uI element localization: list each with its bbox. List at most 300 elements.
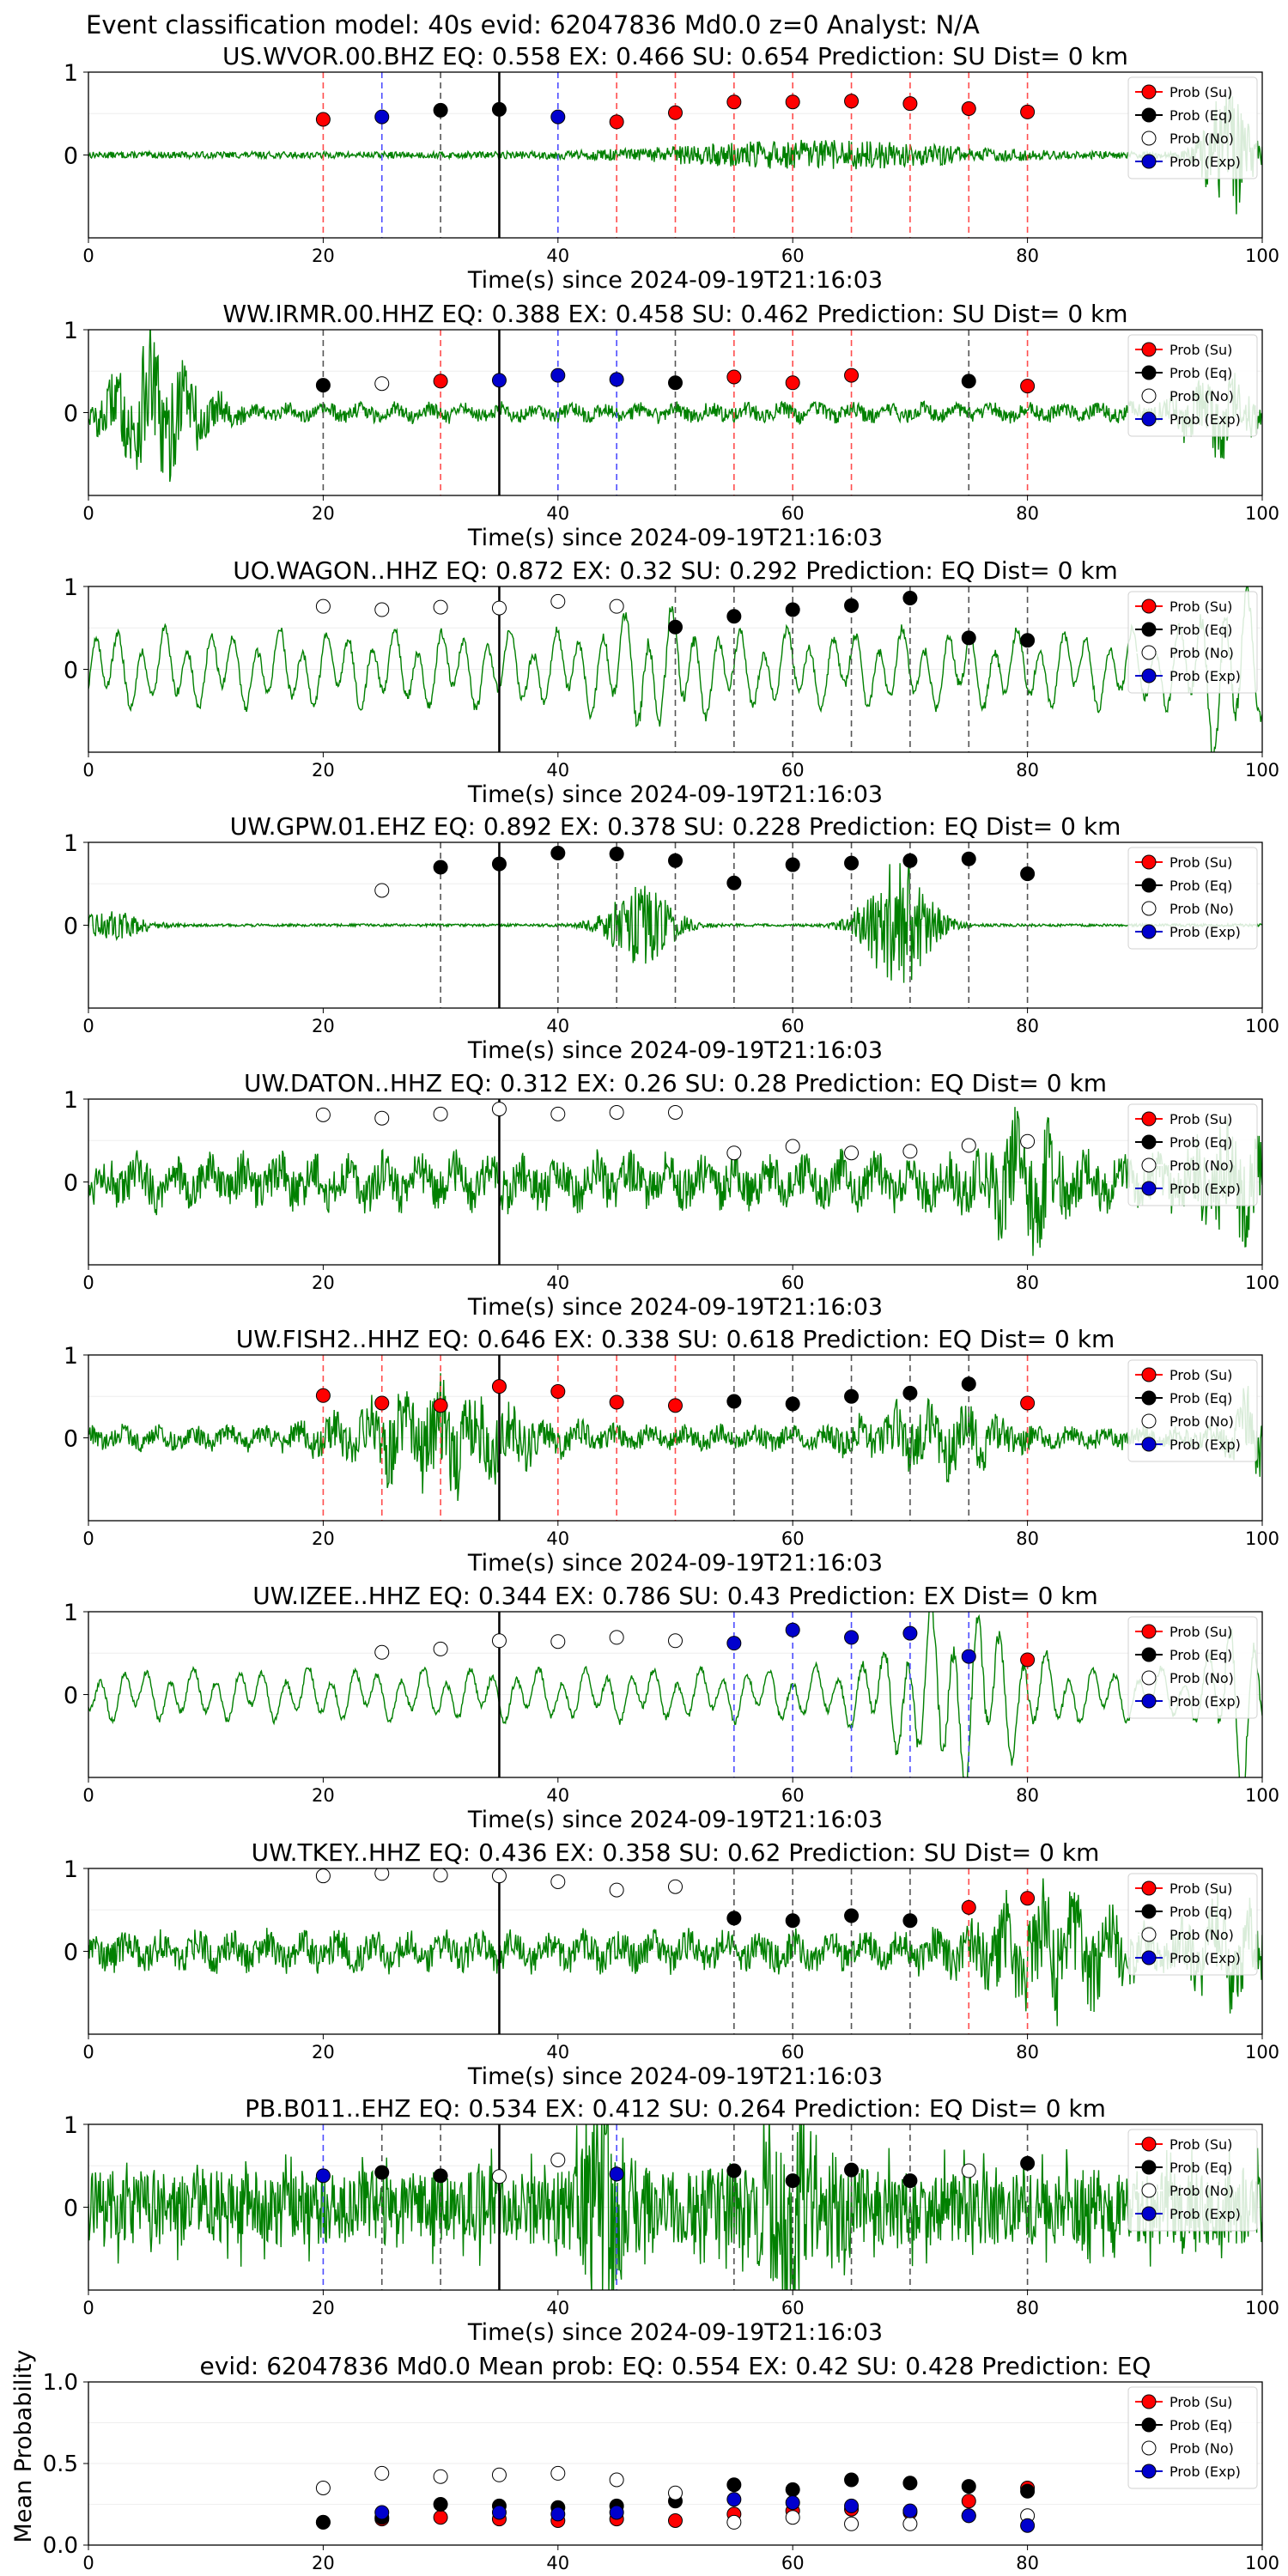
- prob-point-eq: [903, 1386, 917, 1400]
- legend-label: Prob (Exp): [1170, 1950, 1241, 1966]
- x-tick-label: 100: [1244, 2553, 1280, 2573]
- x-tick-label: 80: [1016, 2298, 1039, 2318]
- legend-label: Prob (No): [1170, 131, 1234, 147]
- prob-point-eq: [1021, 634, 1035, 647]
- legend-label: Prob (No): [1170, 645, 1234, 661]
- mean-point-no: [727, 2515, 741, 2529]
- prob-point-eq: [786, 2174, 799, 2188]
- prob-point-su: [727, 370, 741, 384]
- x-tick-label: 0: [82, 1016, 94, 1036]
- x-tick-label: 100: [1244, 760, 1280, 781]
- x-tick-label: 80: [1016, 1273, 1039, 1293]
- prob-point-no: [669, 1634, 683, 1648]
- legend-marker-no: [1142, 1414, 1156, 1428]
- plot-area: [88, 1601, 1262, 1782]
- prob-point-no: [962, 1139, 975, 1152]
- prob-point-su: [551, 1384, 565, 1398]
- legend-marker-no: [1142, 2184, 1156, 2197]
- y-tick-label: 0: [63, 657, 78, 684]
- x-tick-label: 0: [82, 2553, 94, 2573]
- prob-point-no: [375, 603, 389, 617]
- prob-point-no: [610, 1883, 623, 1897]
- y-tick-label: 0: [63, 400, 78, 428]
- legend-label: Prob (Exp): [1170, 154, 1241, 170]
- panel-5: [64, 1069, 1279, 1321]
- mean-point-exp: [551, 2507, 565, 2521]
- legend-marker-su: [1142, 1112, 1156, 1126]
- legend-marker-no: [1142, 1671, 1156, 1685]
- prob-point-su: [845, 94, 859, 108]
- prob-point-no: [434, 600, 447, 614]
- prob-point-no: [375, 1111, 389, 1125]
- y-tick-label: 1: [63, 1087, 78, 1114]
- y-tick-label: 0: [63, 1425, 78, 1453]
- prob-point-no: [434, 1107, 447, 1121]
- legend-label: Prob (Exp): [1170, 2464, 1241, 2480]
- seismic-trace: [88, 2112, 1262, 2294]
- legend-marker-su: [1142, 85, 1156, 99]
- prob-point-eq: [903, 592, 917, 605]
- prob-point-no: [551, 2153, 565, 2166]
- x-tick-label: 100: [1244, 503, 1280, 524]
- legend-marker-eq: [1142, 878, 1156, 892]
- legend-label: Prob (Eq): [1170, 878, 1233, 894]
- y-tick-label: 1.0: [42, 2370, 78, 2396]
- x-tick-label: 20: [312, 246, 335, 266]
- prob-point-su: [1021, 105, 1035, 118]
- x-tick-label: 80: [1016, 503, 1039, 524]
- x-tick-label: 20: [312, 760, 335, 781]
- x-axis-label: Time(s) since 2024-09-19T21:16:03: [467, 1550, 884, 1577]
- legend: [1128, 848, 1257, 949]
- panel-title: PB.B011..EHZ EQ: 0.534 EX: 0.412 SU: 0.264 Prediction: EQ Dist= 0 km: [245, 2094, 1106, 2123]
- legend-marker-eq: [1142, 2418, 1156, 2432]
- legend-label: Prob (Exp): [1170, 924, 1241, 940]
- prob-point-eq: [786, 1397, 799, 1411]
- prob-point-eq: [551, 847, 565, 860]
- prob-point-su: [903, 97, 917, 111]
- legend-label: Prob (No): [1170, 2183, 1234, 2199]
- prob-point-eq: [962, 374, 975, 388]
- panel-6: [64, 1325, 1279, 1577]
- legend: [1128, 1874, 1257, 1975]
- mean-point-su: [962, 2494, 975, 2508]
- legend-marker-exp: [1142, 925, 1156, 939]
- x-tick-label: 80: [1016, 2553, 1039, 2573]
- prob-point-eq: [434, 860, 447, 874]
- x-tick-label: 0: [82, 246, 94, 266]
- prob-point-no: [551, 594, 565, 608]
- prob-point-eq: [962, 1377, 975, 1391]
- panel-title: UW.GPW.01.EHZ EQ: 0.892 EX: 0.378 SU: 0.228 Prediction: EQ Dist= 0 km: [229, 812, 1121, 841]
- prob-point-no: [727, 1146, 741, 1160]
- x-tick-label: 40: [546, 1785, 570, 1806]
- x-tick-label: 100: [1244, 1528, 1280, 1549]
- mean-point-no: [551, 2466, 565, 2480]
- legend-marker-no: [1142, 131, 1156, 145]
- y-tick-label: 1: [63, 1600, 78, 1626]
- prob-point-no: [492, 1103, 506, 1116]
- prob-point-eq: [1021, 2156, 1035, 2170]
- x-tick-label: 80: [1016, 2042, 1039, 2063]
- legend-label: Prob (Su): [1170, 1367, 1233, 1383]
- y-tick-label: 0: [63, 143, 78, 170]
- prob-point-eq: [786, 1914, 799, 1928]
- mean-point-su: [434, 2511, 447, 2524]
- panel-4: [64, 812, 1279, 1064]
- mean-point-eq: [962, 2480, 975, 2494]
- prob-point-exp: [962, 1649, 975, 1663]
- prob-point-exp: [551, 368, 565, 382]
- x-tick-label: 20: [312, 2298, 335, 2318]
- legend-label: Prob (Su): [1170, 1880, 1233, 1897]
- x-tick-label: 40: [546, 2042, 570, 2063]
- prob-point-eq: [962, 631, 975, 645]
- y-tick-label: 1: [63, 60, 78, 87]
- legend-marker-eq: [1142, 2160, 1156, 2174]
- prob-point-eq: [727, 876, 741, 890]
- x-tick-label: 20: [312, 1528, 335, 1549]
- mean-point-exp: [903, 2504, 917, 2518]
- prob-point-no: [316, 599, 330, 613]
- prob-point-no: [845, 1146, 859, 1160]
- prob-point-su: [434, 374, 447, 388]
- legend-marker-eq: [1142, 1391, 1156, 1405]
- x-tick-label: 60: [781, 1528, 805, 1549]
- prob-point-no: [316, 1108, 330, 1121]
- y-tick-label: 1: [63, 1343, 78, 1370]
- plot-area: [88, 1867, 1262, 2034]
- mean-point-exp: [727, 2493, 741, 2506]
- y-tick-label: 0: [63, 1939, 78, 1966]
- x-axis-label: Time(s) since 2024-09-19T21:16:03: [467, 525, 884, 551]
- mean-point-eq: [903, 2476, 917, 2490]
- prob-point-su: [669, 106, 683, 119]
- prob-point-su: [610, 1395, 623, 1409]
- prob-point-exp: [375, 110, 389, 124]
- prob-point-su: [1021, 1892, 1035, 1905]
- prob-point-su: [492, 1380, 506, 1394]
- legend-label: Prob (No): [1170, 1413, 1234, 1430]
- seismic-trace: [88, 1107, 1262, 1256]
- legend: [1128, 2387, 1257, 2488]
- mean-point-no: [786, 2511, 799, 2524]
- x-tick-label: 0: [82, 2042, 94, 2063]
- x-tick-label: 80: [1016, 760, 1039, 781]
- x-tick-label: 0: [82, 503, 94, 524]
- legend: [1128, 1360, 1257, 1461]
- prob-point-eq: [669, 376, 683, 390]
- legend-marker-su: [1142, 1881, 1156, 1895]
- prob-point-exp: [845, 1631, 859, 1644]
- x-axis-label: Time(s) since 2024-09-19T21:16:03: [467, 1807, 884, 1833]
- x-tick-label: 100: [1244, 1785, 1280, 1806]
- legend-label: Prob (No): [1170, 1670, 1234, 1686]
- x-tick-label: 100: [1244, 1273, 1280, 1293]
- x-tick-label: 60: [781, 2042, 805, 2063]
- legend-label: Prob (No): [1170, 901, 1234, 917]
- plot-area: [88, 324, 1262, 495]
- x-tick-label: 20: [312, 1273, 335, 1293]
- legend-label: Prob (Eq): [1170, 1134, 1233, 1151]
- x-tick-label: 80: [1016, 246, 1039, 266]
- panel-title: UO.WAGON..HHZ EQ: 0.872 EX: 0.32 SU: 0.292 Prediction: EQ Dist= 0 km: [233, 556, 1118, 585]
- prob-point-no: [492, 2170, 506, 2184]
- prob-point-no: [492, 1869, 506, 1883]
- prob-point-no: [669, 1105, 683, 1119]
- seismic-trace: [88, 863, 1262, 982]
- x-axis-label: Time(s) since 2024-09-19T21:16:03: [467, 1037, 884, 1064]
- plot-area: [88, 2112, 1262, 2294]
- panel-3: [64, 556, 1279, 808]
- prob-point-exp: [727, 1637, 741, 1650]
- prob-point-no: [434, 1868, 447, 1882]
- x-tick-label: 0: [82, 1528, 94, 1549]
- x-tick-label: 40: [546, 1273, 570, 1293]
- x-tick-label: 0: [82, 2298, 94, 2318]
- prob-point-eq: [727, 2164, 741, 2178]
- legend-label: Prob (Exp): [1170, 411, 1241, 428]
- legend-label: Prob (Su): [1170, 342, 1233, 358]
- y-tick-label: 1: [63, 574, 78, 601]
- x-tick-label: 100: [1244, 2042, 1280, 2063]
- legend-marker-eq: [1142, 1905, 1156, 1918]
- plot-area: [88, 2423, 1262, 2533]
- legend-marker-su: [1142, 2137, 1156, 2151]
- legend-marker-no: [1142, 2441, 1156, 2455]
- x-tick-label: 20: [312, 2042, 335, 2063]
- y-tick-label: 0: [63, 1682, 78, 1710]
- x-tick-label: 40: [546, 1528, 570, 1549]
- panel-title: UW.DATON..HHZ EQ: 0.312 EX: 0.26 SU: 0.28 Prediction: EQ Dist= 0 km: [244, 1069, 1107, 1097]
- figure-title: Event classification model: 40s evid: 62047836 Md0.0 z=0 Analyst: N/A: [86, 10, 980, 39]
- prob-point-su: [962, 1900, 975, 1914]
- x-tick-label: 100: [1244, 1016, 1280, 1036]
- x-axis-label: Time(s) since 2024-09-19T21:16:03: [467, 2319, 884, 2346]
- prob-point-su: [786, 376, 799, 390]
- x-tick-label: 40: [546, 1016, 570, 1036]
- legend-label: Prob (Eq): [1170, 1647, 1233, 1663]
- legend-marker-no: [1142, 1928, 1156, 1941]
- x-tick-label: 40: [546, 760, 570, 781]
- panel-title: US.WVOR.00.BHZ EQ: 0.558 EX: 0.466 SU: 0.654 Prediction: SU Dist= 0 km: [222, 42, 1128, 70]
- legend-marker-exp: [1142, 1694, 1156, 1708]
- panel-1: [64, 42, 1279, 294]
- x-tick-label: 60: [781, 246, 805, 266]
- prob-point-su: [316, 1388, 330, 1402]
- legend-marker-su: [1142, 855, 1156, 869]
- prob-point-eq: [492, 857, 506, 871]
- y-tick-label: 1: [63, 830, 78, 857]
- prob-point-eq: [669, 854, 683, 867]
- mean-point-eq: [786, 2482, 799, 2496]
- x-tick-label: 20: [312, 2553, 335, 2573]
- legend-label: Prob (Exp): [1170, 1181, 1241, 1197]
- legend-marker-no: [1142, 902, 1156, 915]
- mean-point-exp: [1021, 2518, 1035, 2532]
- prob-point-eq: [434, 103, 447, 117]
- x-tick-label: 80: [1016, 1528, 1039, 1549]
- legend-marker-su: [1142, 599, 1156, 613]
- prob-point-su: [375, 1396, 389, 1410]
- prob-point-su: [1021, 1396, 1035, 1410]
- legend-marker-no: [1142, 389, 1156, 403]
- x-tick-label: 60: [781, 2553, 805, 2573]
- legend-label: Prob (Su): [1170, 1111, 1233, 1127]
- legend-label: Prob (Su): [1170, 84, 1233, 100]
- legend-label: Prob (Eq): [1170, 365, 1233, 381]
- prob-point-eq: [903, 854, 917, 867]
- prob-point-eq: [903, 2174, 917, 2188]
- prob-point-su: [669, 1399, 683, 1413]
- prob-point-no: [962, 2164, 975, 2178]
- legend-label: Prob (Eq): [1170, 2160, 1233, 2176]
- x-axis-label: Time(s) since 2024-09-19T21:16:03: [467, 2063, 884, 2090]
- x-tick-label: 60: [781, 1016, 805, 1036]
- prob-point-no: [375, 377, 389, 391]
- prob-point-eq: [727, 1394, 741, 1408]
- prob-point-su: [1021, 380, 1035, 393]
- plot-area: [88, 72, 1262, 238]
- mean-point-no: [316, 2482, 330, 2495]
- legend-label: Prob (Eq): [1170, 1904, 1233, 1920]
- prob-point-no: [610, 1105, 623, 1119]
- prob-point-no: [610, 599, 623, 613]
- prob-point-exp: [316, 2169, 330, 2183]
- prob-point-eq: [845, 856, 859, 870]
- panel-7: [64, 1582, 1279, 1833]
- prob-point-su: [434, 1399, 447, 1413]
- legend-label: Prob (Su): [1170, 2394, 1233, 2410]
- y-tick-label: 0.0: [42, 2533, 78, 2559]
- mean-point-su: [669, 2514, 683, 2528]
- legend-marker-exp: [1142, 412, 1156, 426]
- legend: [1128, 1104, 1257, 1206]
- panel-title: UW.IZEE..HHZ EQ: 0.344 EX: 0.786 SU: 0.43 Prediction: EX Dist= 0 km: [252, 1582, 1098, 1610]
- prob-point-su: [727, 95, 741, 109]
- mean-point-no: [610, 2473, 623, 2487]
- x-tick-label: 20: [312, 503, 335, 524]
- y-tick-label: 0: [63, 1170, 78, 1197]
- legend-marker-eq: [1142, 366, 1156, 380]
- prob-point-no: [375, 1645, 389, 1659]
- prob-point-eq: [669, 620, 683, 634]
- x-axis-label: Time(s) since 2024-09-19T21:16:03: [467, 781, 884, 808]
- prob-point-eq: [845, 598, 859, 612]
- mean-point-exp: [845, 2499, 859, 2512]
- legend-label: Prob (Eq): [1170, 107, 1233, 124]
- x-tick-label: 80: [1016, 1785, 1039, 1806]
- prob-point-exp: [786, 1623, 799, 1637]
- legend-marker-no: [1142, 1158, 1156, 1172]
- y-tick-label: 1: [63, 2112, 78, 2139]
- legend-label: Prob (Su): [1170, 1624, 1233, 1640]
- mean-point-exp: [962, 2509, 975, 2523]
- x-tick-label: 60: [781, 503, 805, 524]
- legend-marker-eq: [1142, 1648, 1156, 1662]
- prob-point-exp: [492, 374, 506, 387]
- legend-label: Prob (Exp): [1170, 2206, 1241, 2222]
- legend: [1128, 77, 1257, 179]
- legend-label: Prob (Su): [1170, 2136, 1233, 2153]
- y-tick-label: 1: [63, 1856, 78, 1883]
- legend-marker-eq: [1142, 1135, 1156, 1149]
- prob-point-no: [786, 1139, 799, 1153]
- mean-point-exp: [786, 2496, 799, 2510]
- prob-point-no: [492, 601, 506, 615]
- prob-point-eq: [903, 1914, 917, 1928]
- prob-point-eq: [845, 1389, 859, 1403]
- mean-point-eq: [727, 2478, 741, 2492]
- legend-marker-su: [1142, 1368, 1156, 1382]
- prob-point-su: [786, 95, 799, 109]
- prob-point-no: [492, 1634, 506, 1648]
- plot-area: [88, 584, 1262, 756]
- prob-point-no: [375, 884, 389, 897]
- panel-2: [64, 300, 1279, 551]
- x-tick-label: 20: [312, 1785, 335, 1806]
- mean-point-eq: [316, 2515, 330, 2529]
- legend-label: Prob (No): [1170, 1927, 1234, 1943]
- mean-point-exp: [492, 2506, 506, 2519]
- legend-label: Prob (No): [1170, 388, 1234, 404]
- prob-point-exp: [610, 2167, 623, 2181]
- seismic-trace: [88, 1601, 1262, 1782]
- prob-point-exp: [551, 110, 565, 124]
- prob-point-eq: [786, 603, 799, 617]
- x-axis-label: Time(s) since 2024-09-19T21:16:03: [467, 1294, 884, 1321]
- seismic-trace: [88, 1879, 1262, 2026]
- legend-marker-su: [1142, 2395, 1156, 2409]
- prob-point-no: [903, 1145, 917, 1158]
- x-tick-label: 0: [82, 1785, 94, 1806]
- prob-point-no: [1021, 1134, 1035, 1148]
- y-tick-label: 1: [63, 318, 78, 344]
- panel-title: UW.TKEY..HHZ EQ: 0.436 EX: 0.358 SU: 0.62 Prediction: SU Dist= 0 km: [251, 1838, 1100, 1867]
- prob-point-su: [316, 112, 330, 126]
- legend-marker-exp: [1142, 1437, 1156, 1451]
- prob-point-eq: [845, 1909, 859, 1923]
- x-tick-label: 20: [312, 1016, 335, 1036]
- legend-label: Prob (Eq): [1170, 1390, 1233, 1406]
- prob-point-no: [669, 1880, 683, 1893]
- y-tick-label: 0.5: [42, 2451, 78, 2477]
- mean-point-no: [375, 2466, 389, 2480]
- prob-point-no: [551, 1874, 565, 1888]
- legend-label: Prob (Eq): [1170, 2417, 1233, 2433]
- prob-point-su: [610, 115, 623, 129]
- prob-point-eq: [610, 848, 623, 861]
- x-axis-label: Time(s) since 2024-09-19T21:16:03: [467, 267, 884, 294]
- legend-label: Prob (No): [1170, 1157, 1234, 1174]
- mean-point-eq: [1021, 2484, 1035, 2498]
- legend-marker-su: [1142, 1625, 1156, 1638]
- x-tick-label: 60: [781, 1785, 805, 1806]
- x-tick-label: 60: [781, 760, 805, 781]
- legend-marker-su: [1142, 343, 1156, 356]
- legend-marker-eq: [1142, 623, 1156, 636]
- prob-point-su: [1021, 1653, 1035, 1667]
- legend: [1128, 2129, 1257, 2231]
- x-tick-label: 100: [1244, 246, 1280, 266]
- legend-marker-exp: [1142, 2207, 1156, 2221]
- x-tick-label: 100: [1244, 2298, 1280, 2318]
- plot-area: [88, 842, 1262, 1008]
- mean-point-exp: [610, 2506, 623, 2519]
- legend-label: Prob (Su): [1170, 598, 1233, 615]
- legend: [1128, 592, 1257, 693]
- panel-title: WW.IRMR.00.HHZ EQ: 0.388 EX: 0.458 SU: 0.462 Prediction: SU Dist= 0 km: [222, 300, 1128, 328]
